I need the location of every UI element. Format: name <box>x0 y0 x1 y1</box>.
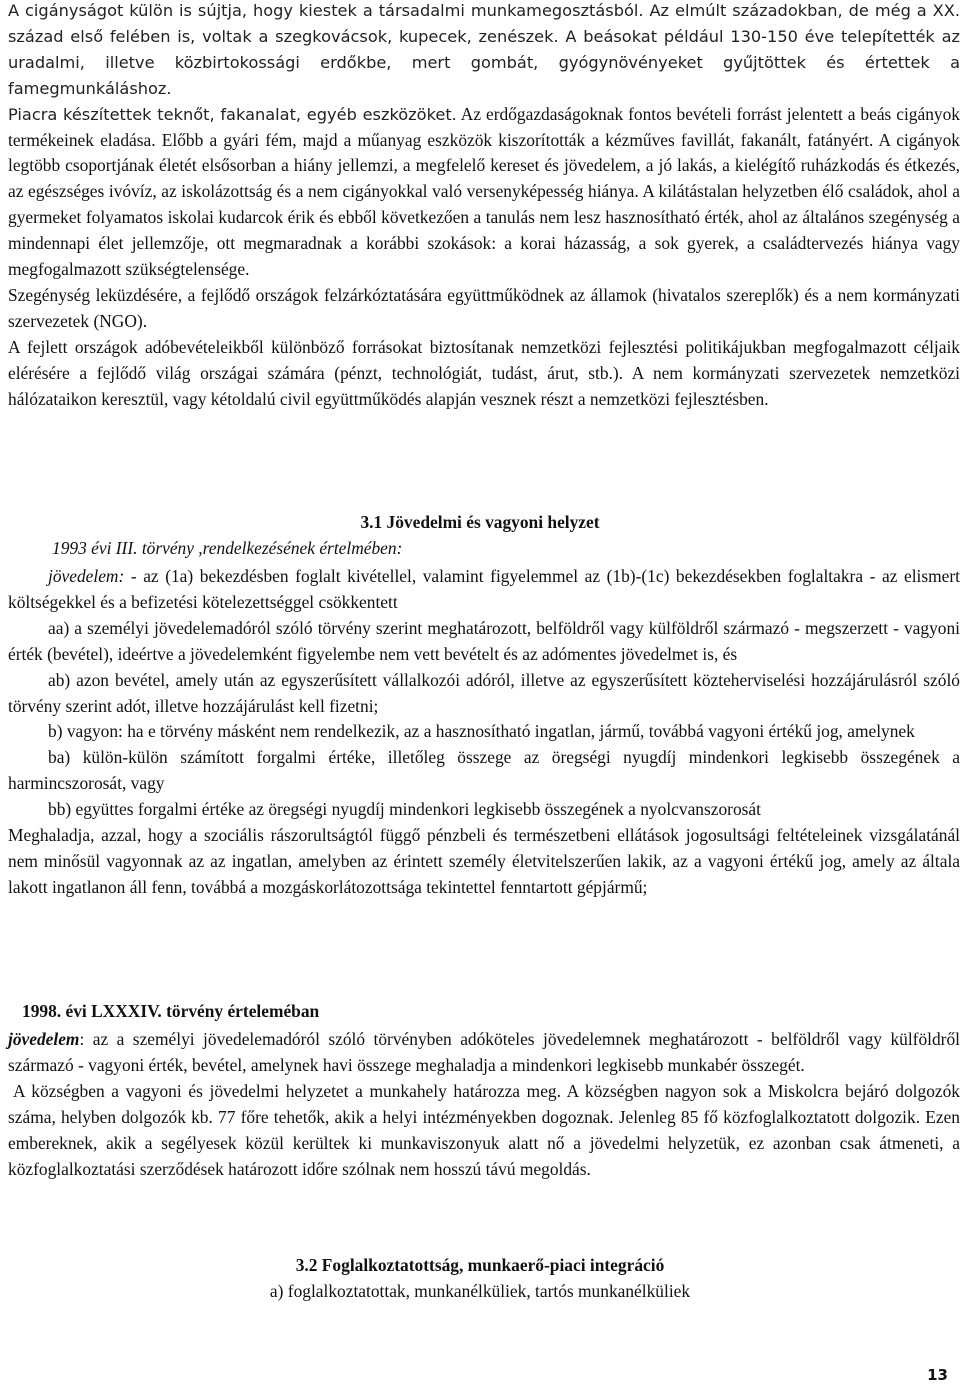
definition-jovedelem-1998-text: : az a személyi jövedelemadóról szóló törvényben adóköteles jövedelemnek meghatározott - belföldről vagy külföldről származó - vagyoni érték, bevétel, amelynek havi összege meghaladja a mindenkori legkisebb munkabér összegét. <box>8 1029 960 1075</box>
paragraph-intro-2 <box>8 102 960 283</box>
definitions-block <box>8 564 960 901</box>
law-1998-reference: 1998. évi LXXXIV. törvény érteleméban <box>22 1001 320 1021</box>
paragraph-developed-countries: A fejlett országok adóbevételeikből különböző forrásokat biztosítanak nemzetközi fejlesztési politikájukban megfogalmazott céljaik elérésére a fejlődő világ országai számára (pénzt, technológiát, tudást, árut, stb.). A nem kormányzati szervezetek nemzetközi hálózataikon keresztül, vagy kétoldalú civil együttműködés alapján vesznek részt a nemzetközi fejlesztésben. <box>8 336 960 409</box>
definition-ab: ab) azon bevétel, amely után az egyszerűsített vállalkozói adóról, illetve az egyszerűsített közteherviselési hozzájárulásról szóló törvény szerint adót, illetve hozzájárulást kell fizetni; <box>8 669 960 716</box>
definition-jovedelem-1998 <box>8 1027 960 1079</box>
section-heading-3-2: 3.2 Foglalkoztatottság, munkaerő-piaci integráció <box>295 1255 665 1275</box>
paragraph-kozseg: A községben a vagyoni és jövedelmi helyzetet a munkahely határozza meg. A községben nagyon sok a Miskolcra bejáró dolgozók száma, helyben dolgozók kb. 77 főre tehetők, akik a helyi intézményekben dogoznak. Jelenleg 85 fő közfoglalkoztatott dolgozik. Ezen embereknek, akik a segélyesek közül kerültek ki munkaviszonyuk alatt nő a jövedelmi helyzetük, ez azonban csak átmeneti, a közfoglalkoztatási szerződések határozott időre szólnak nem hosszú távú megoldás. <box>8 1080 960 1179</box>
paragraph-intro-2-sans: Piacra készítettek teknőt, fakanalat, egyéb eszközöket. <box>8 104 457 124</box>
paragraph-meghaladja: Meghaladja, azzal, hogy a szociális rászorultságtól függő pénzbeli és természetbeni ellátások jogosultsági feltételeinek vizsgálatánál nem minősül vagyonnak az az ingatlan, amelyben az érintett személy életvitelszerűen lakik, az a vagyoni értékű jog, amely az általa lakott ingatlanon áll fenn, továbbá a mozgáskorlátozottsága tekintettel fenntartott gépjármű; <box>8 825 960 897</box>
definition-jovedelem-text: - az (1a) bekezdésben foglalt kivétellel, valamint figyelemmel az (1b)-(1c) bekezdésekben foglaltakra - az elismert költségekkel és a befizetési kötelezettséggel csökkentett <box>8 566 960 612</box>
definition-b: b) vagyon: ha e törvény másként nem rendelkezik, az a hasznosítható ingatlan, jármű, továbbá vagyoni értékű jog, amelynek <box>48 721 915 742</box>
paragraph-intro-2-serif: Az erdőgazdaságoknak fontos bevételi forrást jelentett a beás cigányok termékeinek eladása. Előbb a gyári fém, majd a műanyag eszközök kiszorították a kézműves favillát, fakanált, fatányért. A cigányok legtöbb csoportjának életét elsősorban a hiány jellemzi, a megfelelő kereset és jövedelem, a jó lakás, a kielégítő ruházkodás és étkezés, az egészséges ivóvíz, az iskolázottság és a nem cigányokkal való versenyképesség hiánya. A kilátástalan helyzetben élő családok, ahol a gyermeket folyamatos iskolai kudarcok érik és ebből következően a tanulás nem lesz hasznosítható érték, ahol az általános szegénység a mindennapi élet jellemzője, ott megmaradnak a korábbi szokások: a korai házasság, a sok gyerek, a családtervezés hiánya vagy megfogalmazott szükségtelensége. <box>8 103 960 280</box>
paragraph-intro-1: A cigányságot külön is sújtja, hogy kiestek a társadalmi munkamegosztásból. Az elmúlt századokban, de még a XX. század első felében is, voltak a szegkovácsok, kupecek, zenészek. A beásokat például 130-150 éve telepítették az uradalmi, illetve közbirtokossági erdőkbe, mert gombát, gyógynövényeket gyűjtöttek és értettek a famegmunkáláshoz. <box>8 1 960 98</box>
term-jovedelem-1998: jövedelem <box>8 1029 80 1049</box>
definition-aa: aa) a személyi jövedelemadóról szóló törvény szerint meghatározott, belföldről vagy külföldről származó - megszerzett - vagyoni érték (bevétel), ideértve a jövedelemként figyelembe nem vett bevételt és az adómentes jövedelmet is, és <box>8 617 960 664</box>
section-heading-3-1: 3.1 Jövedelmi és vagyoni helyzet <box>360 512 600 532</box>
page-number: 13 <box>927 1366 948 1384</box>
definition-ba: ba) külön-külön számított forgalmi értéke, illetőleg összege az öregségi nyugdíj mindenkori legkisebb összegének a harmincszorosát, vagy <box>8 747 960 794</box>
definition-jovedelem <box>8 564 960 616</box>
intro-block <box>8 0 960 413</box>
term-jovedelem: jövedelem: <box>48 566 125 586</box>
law-1993-reference: 1993 évi III. törvény ,rendelkezésének értelmében: <box>52 538 403 558</box>
paragraph-poverty: Szegénység leküzdésére, a fejlődő országok felzárkóztatására együttműködnek az államok (hivatalos szereplők) és a nem kormányzati szervezetek (NGO). <box>8 284 960 331</box>
income-block <box>8 1027 960 1182</box>
definition-bb: bb) együttes forgalmi értéke az öregségi nyugdíj mindenkori legkisebb összegének a nyolcvanszorosát <box>48 799 761 820</box>
subsection-heading-a: a) foglalkoztatottak, munkanélküliek, tartós munkanélküliek <box>269 1281 691 1301</box>
